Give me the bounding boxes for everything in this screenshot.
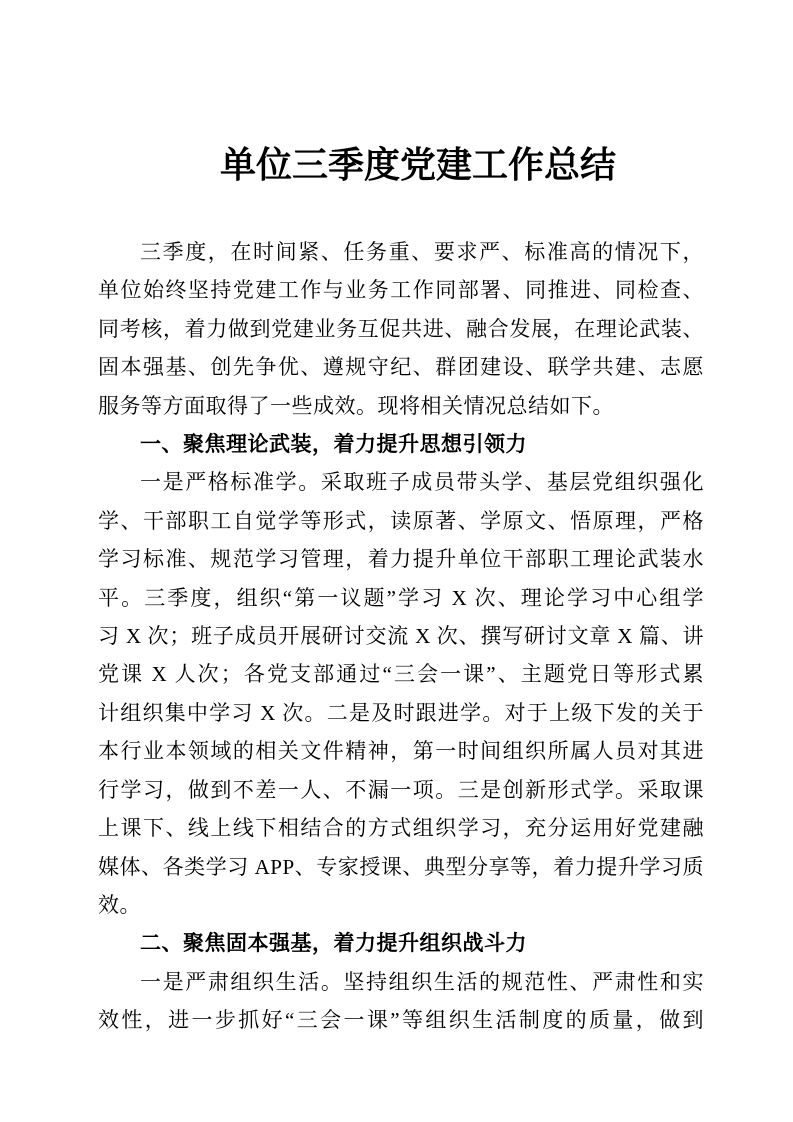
document-line: 单位始终坚持党建工作与业务工作同部署、同推进、同检查、 xyxy=(98,278,704,303)
document-body xyxy=(98,233,704,1040)
document-line: 计组织集中学习 X 次。二是及时跟进学。对于上级下发的关于 xyxy=(98,700,704,725)
document-line: 行学习，做到不差一人、不漏一项。三是创新形式学。采取课 xyxy=(98,777,704,802)
section-heading: 二、聚焦固本强基，着力提升组织战斗力 xyxy=(140,931,527,956)
document-line: 上课下、线上线下相结合的方式组织学习，充分运用好党建融 xyxy=(98,816,704,841)
document-line: 一是严肃组织生活。坚持组织生活的规范性、严肃性和实 xyxy=(140,969,704,994)
document-line: 效性，进一步抓好“三会一课”等组织生活制度的质量，做到 xyxy=(98,1008,704,1033)
document-line: 效。 xyxy=(98,892,141,917)
document-line: 党课 X 人次；各党支部通过“三会一课”、主题党日等形式累 xyxy=(98,662,704,687)
document-line: 媒体、各类学习 APP、专家授课、典型分享等，着力提升学习质 xyxy=(98,854,704,879)
document-line: 学、干部职工自觉学等形式，读原著、学原文、悟原理，严格 xyxy=(98,508,704,533)
document-line: 服务等方面取得了一些成效。现将相关情况总结如下。 xyxy=(98,393,614,418)
document-line: 固本强基、创先争优、遵规守纪、群团建设、联学共建、志愿 xyxy=(98,355,704,380)
document-line: 学习标准、规范学习管理，着力提升单位干部职工理论武装水 xyxy=(98,547,704,572)
document-line: 同考核，着力做到党建业务互促共进、融合发展，在理论武装、 xyxy=(98,316,704,341)
document-line: 本行业本领域的相关文件精神，第一时间组织所属人员对其进 xyxy=(98,739,704,764)
document-line: 习 X 次；班子成员开展研讨交流 X 次、撰写研讨文章 X 篇、讲 xyxy=(98,624,704,649)
section-heading: 一、聚焦理论武装，着力提升思想引领力 xyxy=(140,432,527,457)
document-title: 单位三季度党建工作总结 xyxy=(219,145,616,185)
document-line: 三季度，在时间紧、任务重、要求严、标准高的情况下， xyxy=(140,240,704,264)
document-line: 一是严格标准学。采取班子成员带头学、基层党组织强化 xyxy=(140,470,704,495)
document-line: 平。三季度，组织“第一议题”学习 X 次、理论学习中心组学 xyxy=(98,585,704,610)
